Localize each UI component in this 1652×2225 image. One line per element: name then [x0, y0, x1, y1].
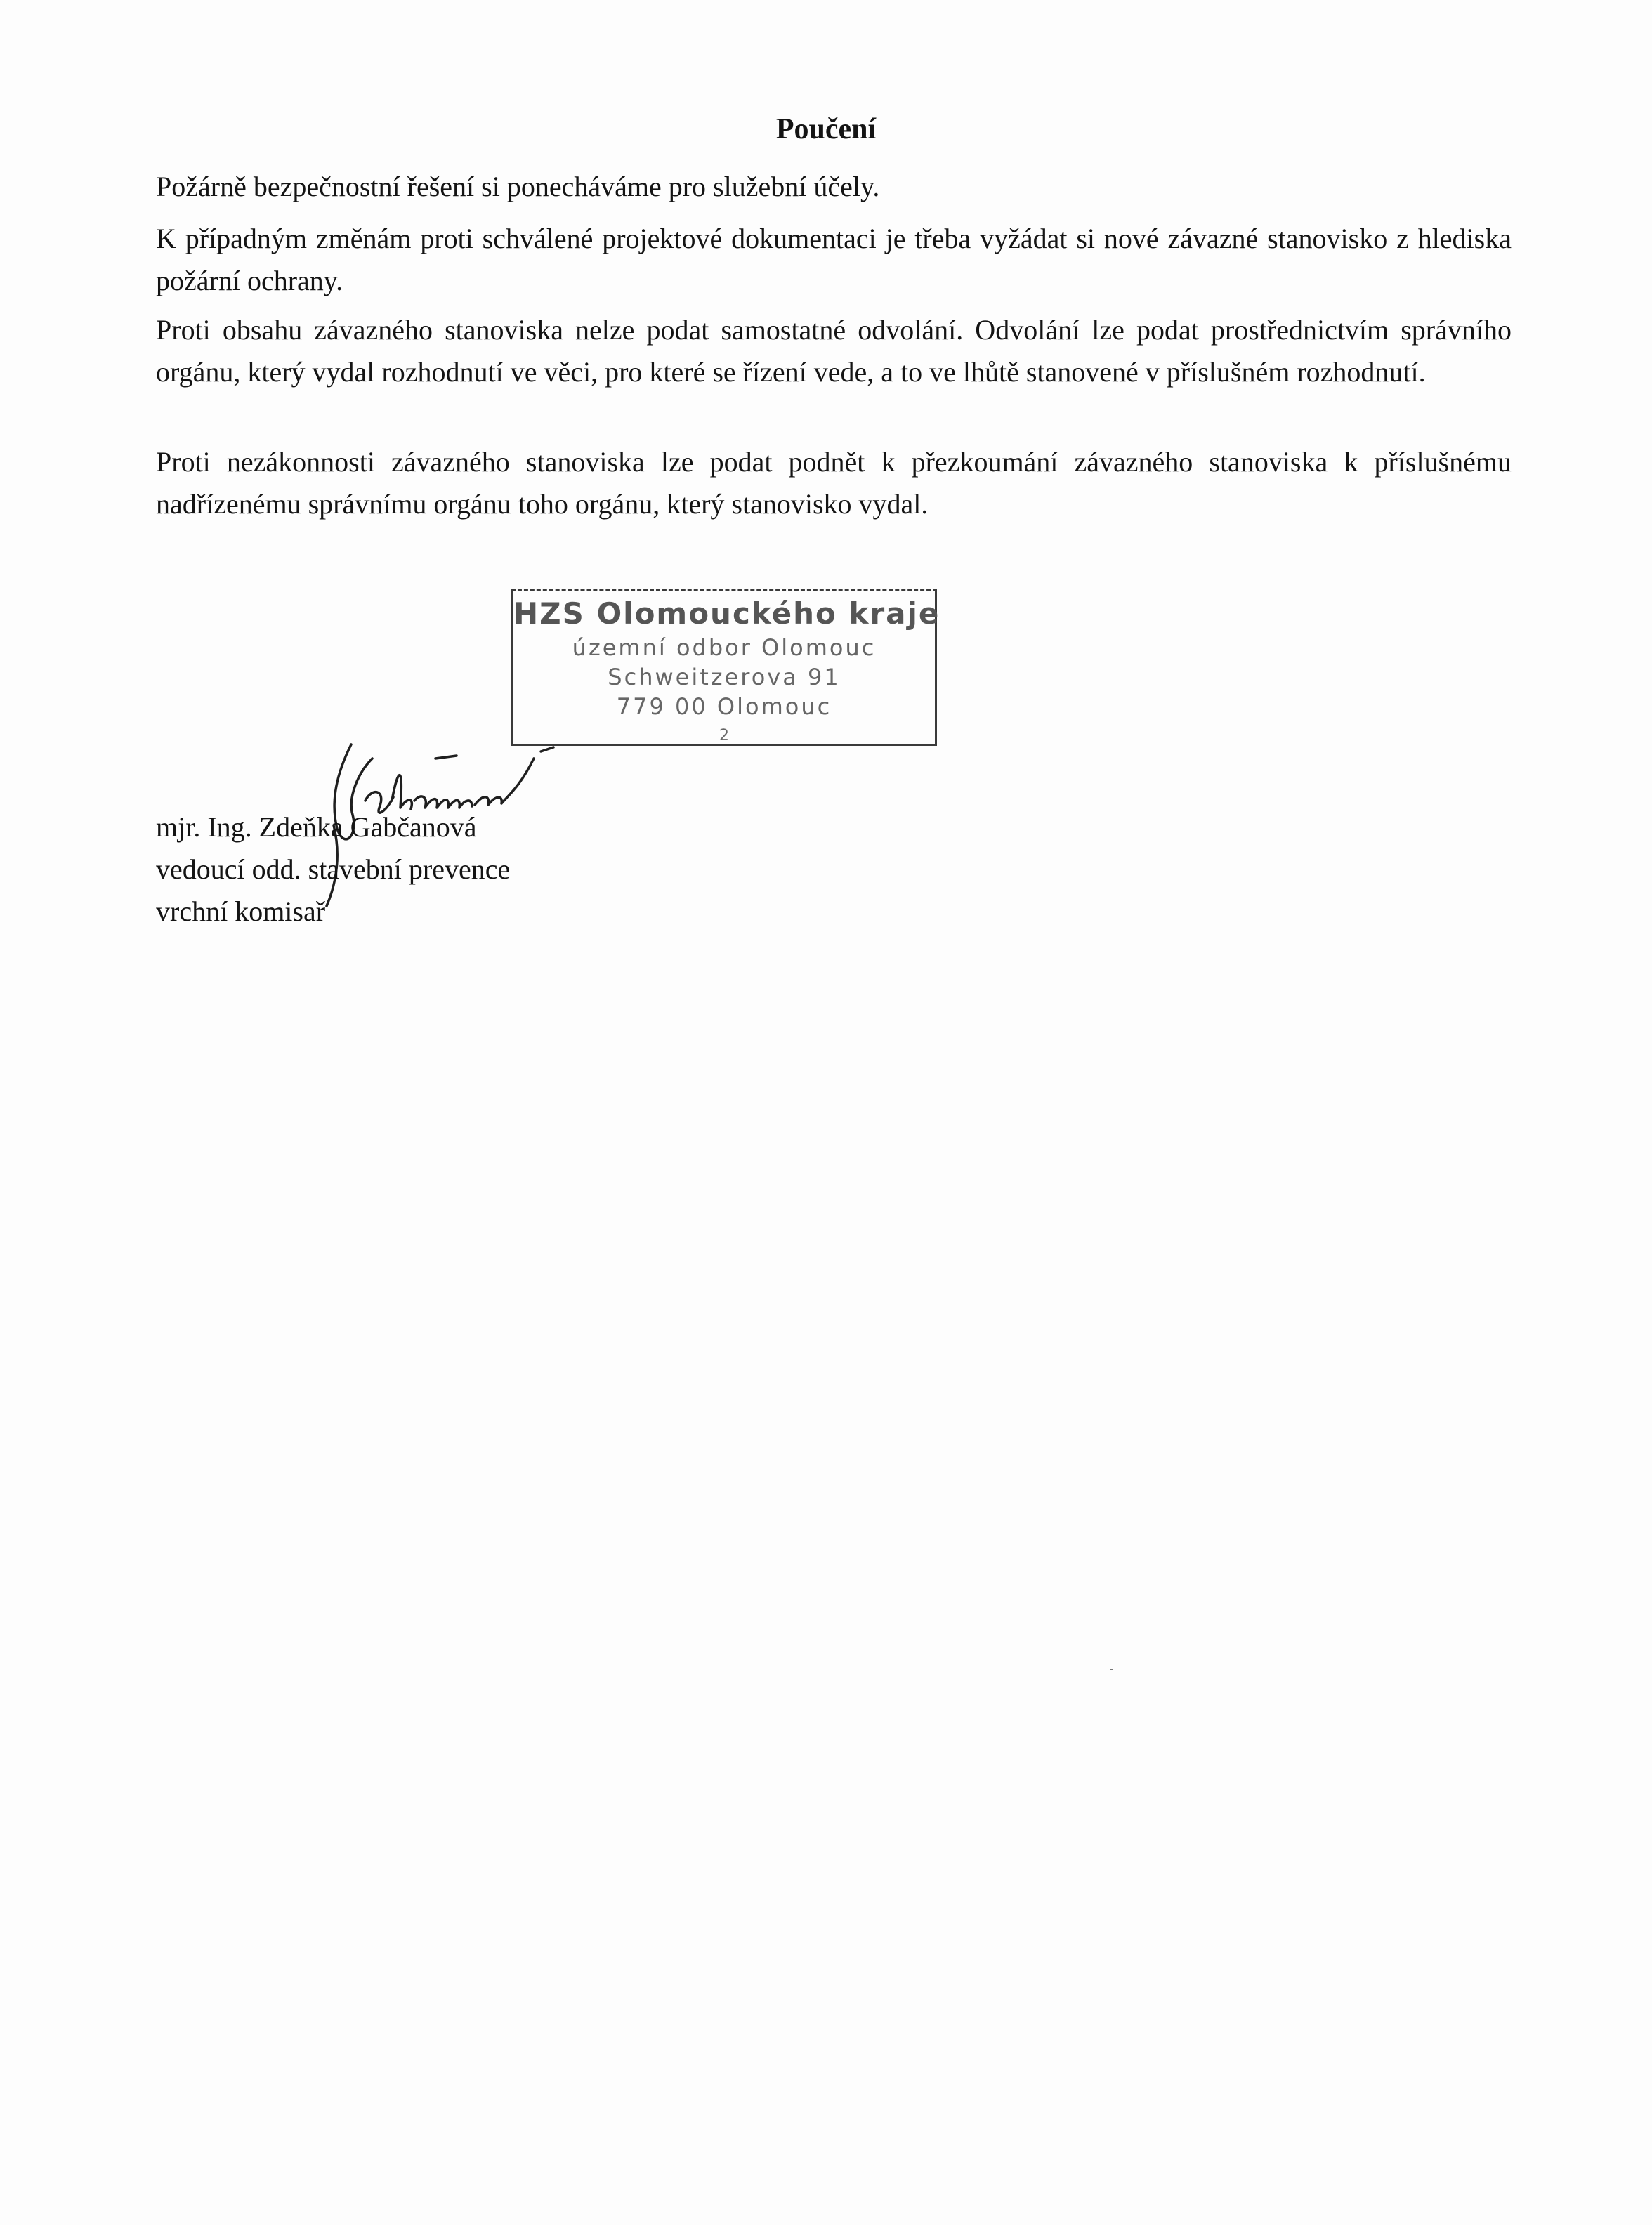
stamp-department: územní odbor Olomouc: [572, 634, 877, 661]
document-heading: Poučení: [775, 113, 877, 145]
stamp-street: Schweitzerova 91: [608, 664, 841, 690]
paragraph-3: Proti obsahu závazného stanoviska nelze podat samostatné odvolání. Odvolání lze podat prostřednictvím správního orgánu, který vydal rozhodnutí ve věci, pro které se řízení vede, a to ve lhůtě stanovené v příslušném rozhodnutí.: [156, 314, 1512, 388]
signatory-rank: vrchní komisař: [156, 895, 326, 927]
paragraph-1: Požárně bezpečnostní řešení si ponecháváme pro služební účely.: [156, 171, 880, 202]
signatory-block: [156, 806, 510, 933]
paragraph-2: K případným změnám proti schválené projektové dokumentaci je třeba vyžádat si nové závazné stanovisko z hlediska požární ochrany.: [156, 223, 1512, 296]
signatory-name: mjr. Ing. Zdeňka Gabčanová: [156, 811, 477, 843]
stamp-office-name: HZS Olomouckého kraje: [513, 596, 940, 631]
signatory-position: vedoucí odd. stavební prevence: [156, 853, 511, 885]
stamp-number: 2: [719, 727, 729, 744]
office-stamp: [511, 589, 940, 746]
paragraph-4: Proti nezákonnosti závazného stanoviska lze podat podnět k přezkoumání závazného stanoviska k příslušnému nadřízenému správnímu orgánu toho orgánu, který stanovisko vydal.: [156, 446, 1512, 520]
scan-speck: [1110, 1669, 1113, 1670]
stamp-city: 779 00 Olomouc: [616, 693, 832, 720]
